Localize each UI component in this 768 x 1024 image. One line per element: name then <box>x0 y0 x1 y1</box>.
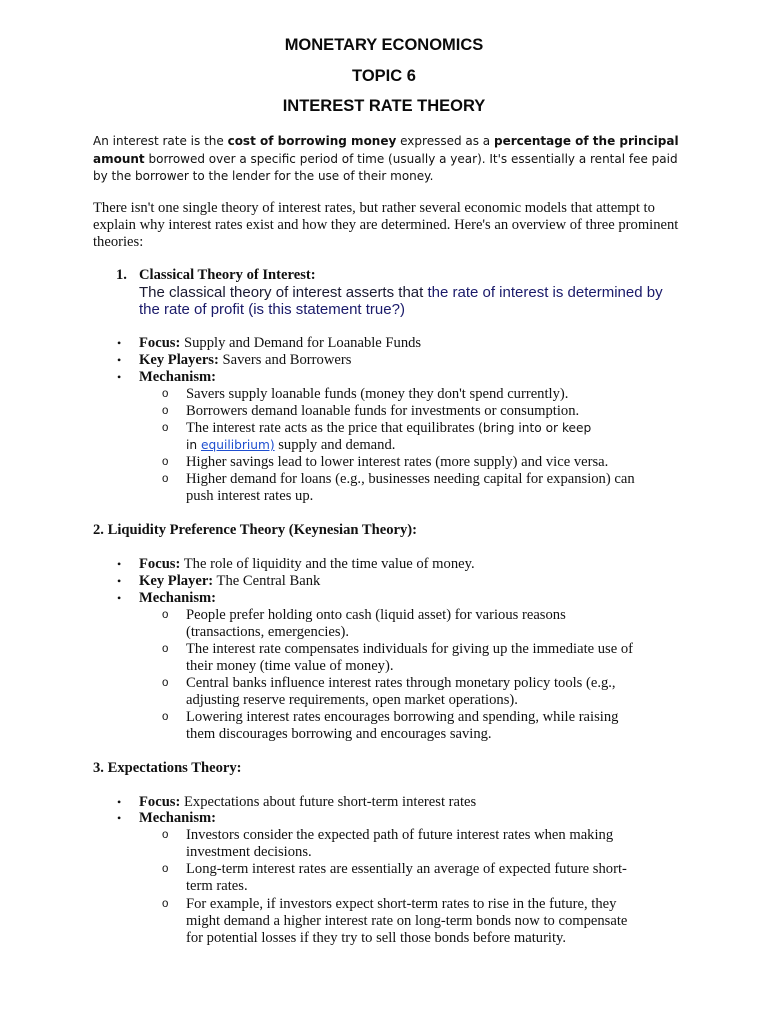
sub-bullet-icon: o <box>162 456 169 468</box>
sub-bullet-icon: o <box>162 863 169 875</box>
course-title: MONETARY ECONOMICS <box>284 36 484 54</box>
bullet-icon: • <box>117 557 122 571</box>
sub-list-item-continued: their money (time value of money). <box>186 658 394 674</box>
sub-bullet-icon: o <box>162 643 169 655</box>
theory-2-heading: 2. Liquidity Preference Theory (Keynesian Theory): <box>93 522 418 538</box>
sub-list-item: o The interest rate acts as the price that equilibrates (bring into or keep <box>162 420 592 436</box>
sub-bullet-icon: o <box>162 898 169 910</box>
sub-bullet-icon: o <box>162 711 169 723</box>
sub-list-item: o People prefer holding onto cash (liquid asset) for various reasons <box>162 607 566 623</box>
bullet-icon: • <box>117 353 122 367</box>
list-item: • Mechanism: <box>117 810 217 826</box>
overview-paragraph: There isn't one single theory of interest rates, but rather several economic models that attempt to explain why interest rates exist and how they are determined. Here's an overview of three prominent theories: <box>93 200 679 250</box>
sub-list-item-continued: them discourages borrowing and encourages saving. <box>186 726 492 742</box>
sub-bullet-icon: o <box>162 388 169 400</box>
list-item: • Focus: Supply and Demand for Loanable Funds <box>117 335 422 351</box>
sub-bullet-icon: o <box>162 829 169 841</box>
theory-1-heading: Classical Theory of Interest: <box>139 267 316 283</box>
sub-list-item: o Borrowers demand loanable funds for investments or consumption. <box>162 403 580 419</box>
sub-list-item: o Savers supply loanable funds (money they don't spend currently). <box>162 386 569 402</box>
sub-list-item: o For example, if investors expect short-term rates to rise in the future, they <box>162 896 617 912</box>
sub-list-item: o Central banks influence interest rates through monetary policy tools (e.g., <box>162 675 616 691</box>
definition-paragraph: An interest rate is the cost of borrowing money expressed as a percentage of the principal amount borrowed over a specific period of time (usually a year). It's essentially a rental fee paid by the borrower to the lender for the use of their money. <box>93 134 679 183</box>
sub-list-item: o Higher demand for loans (e.g., businesses needing capital for expansion) can <box>162 471 635 487</box>
sub-list-item-continued: push interest rates up. <box>186 488 314 504</box>
list-item: • Mechanism: <box>117 369 217 385</box>
sub-list-item: o Investors consider the expected path of future interest rates when making <box>162 827 614 843</box>
theory-1-number: 1. <box>116 267 127 283</box>
bullet-icon: • <box>117 370 122 384</box>
sub-list-item-continued: in equilibrium) supply and demand. <box>186 437 396 453</box>
theory-1-statement: The classical theory of interest asserts that the rate of interest is determined by the rate of profit (is this statement true?) <box>139 284 663 318</box>
list-item: • Mechanism: <box>117 590 217 606</box>
list-item: • Key Player: The Central Bank <box>117 573 321 589</box>
sub-list-item-continued: adjusting reserve requirements, open market operations). <box>186 692 518 708</box>
sub-list-item: o Higher savings lead to lower interest rates (more supply) and vice versa. <box>162 454 609 470</box>
bullet-icon: • <box>117 795 122 809</box>
sub-list-item: o Long-term interest rates are essentially an average of expected future short- <box>162 861 627 877</box>
sub-list-item-continued: for potential losses if they try to sell those bonds before maturity. <box>186 930 567 946</box>
sub-list-item-continued: term rates. <box>186 878 248 894</box>
equilibrium-link[interactable]: equilibrium) <box>201 438 275 452</box>
topic-number: TOPIC 6 <box>352 67 416 85</box>
sub-bullet-icon: o <box>162 609 169 621</box>
sub-list-item-continued: (transactions, emergencies). <box>186 624 350 640</box>
bullet-icon: • <box>117 591 122 605</box>
sub-bullet-icon: o <box>162 405 169 417</box>
bullet-icon: • <box>117 811 122 825</box>
list-item: • Focus: Expectations about future short-term interest rates <box>117 794 477 810</box>
list-item: • Key Players: Savers and Borrowers <box>117 352 352 368</box>
sub-list-item-continued: might demand a higher interest rate on long-term bonds now to compensate <box>186 913 628 929</box>
sub-bullet-icon: o <box>162 473 169 485</box>
topic-title: INTEREST RATE THEORY <box>282 97 486 115</box>
bullet-icon: • <box>117 574 122 588</box>
sub-bullet-icon: o <box>162 677 169 689</box>
sub-list-item: o Lowering interest rates encourages borrowing and spending, while raising <box>162 709 619 725</box>
sub-list-item-continued: investment decisions. <box>186 844 312 860</box>
sub-list-item: o The interest rate compensates individuals for giving up the immediate use of <box>162 641 634 657</box>
bullet-icon: • <box>117 336 122 350</box>
sub-bullet-icon: o <box>162 422 169 434</box>
list-item: • Focus: The role of liquidity and the time value of money. <box>117 556 475 572</box>
theory-3-heading: 3. Expectations Theory: <box>93 760 242 776</box>
